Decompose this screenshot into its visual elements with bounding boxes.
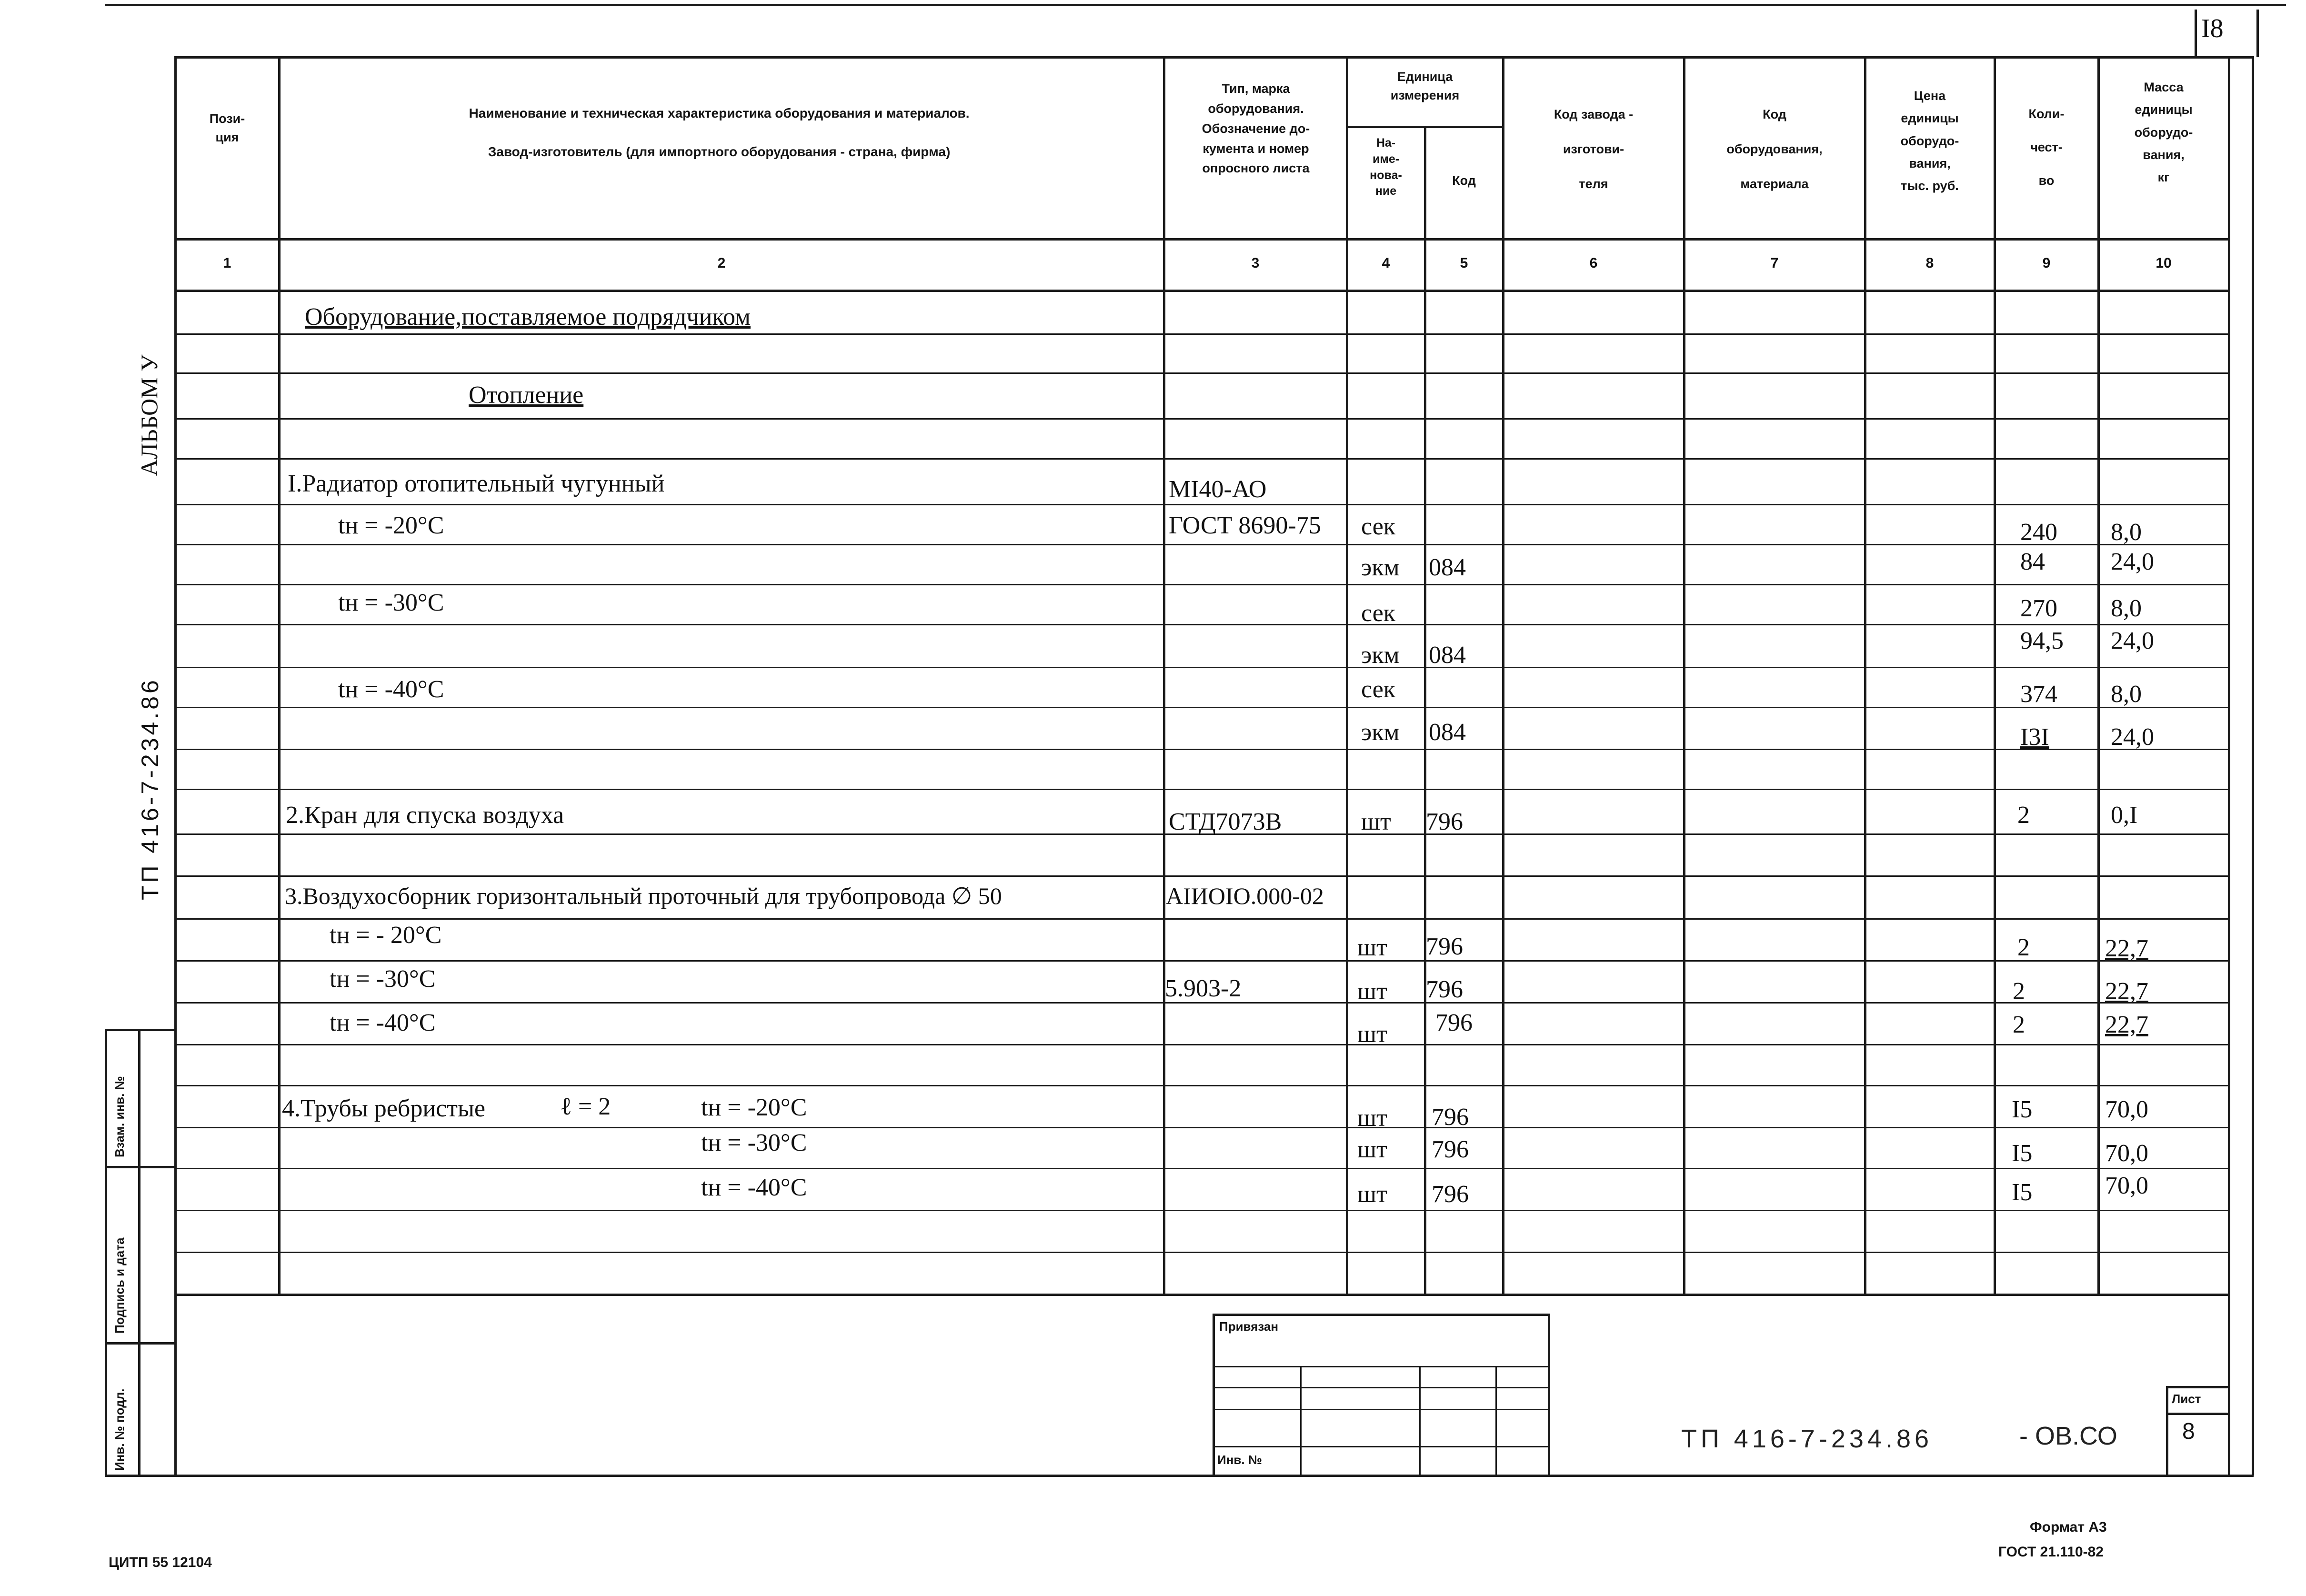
privyazan-label: Привязан xyxy=(1219,1319,1279,1334)
stamp-strip-mid xyxy=(138,1029,140,1475)
row-line xyxy=(174,1252,2228,1253)
item2-code: 796 xyxy=(1426,808,1463,835)
footer-gost: ГОСТ 21.110-82 xyxy=(1998,1544,2104,1560)
colnum-3: 3 xyxy=(1251,255,1260,271)
footer-citp: ЦИТП 55 12104 xyxy=(109,1555,212,1570)
row-line xyxy=(174,789,2228,790)
colnum-9: 9 xyxy=(2042,255,2051,271)
frame-outer-bottom xyxy=(105,1475,2254,1477)
t20-unit: сек xyxy=(1361,513,1396,540)
stamp-strip-left xyxy=(105,1029,107,1475)
privyazan-left xyxy=(1213,1314,1215,1476)
section-title: Оборудование,поставляемое подрядчиком xyxy=(305,303,751,331)
album-label: АЛЬБОМ У xyxy=(136,354,162,476)
row-line xyxy=(174,1044,2228,1045)
row-line xyxy=(174,458,2228,460)
row-line xyxy=(174,667,2228,668)
i4-30-mass: 70,0 xyxy=(2105,1140,2148,1167)
designation-suffix: - ОВ.СО xyxy=(2019,1422,2117,1450)
t20-label: tн = -20°С xyxy=(338,512,444,539)
ekm1-unit: экм xyxy=(1361,554,1400,581)
sheet-box-top xyxy=(2166,1386,2229,1388)
t20-type: ГОСТ 8690-75 xyxy=(1169,512,1321,539)
ekm2-qty: 94,5 xyxy=(2020,627,2064,654)
i3-30-code: 796 xyxy=(1426,976,1463,1003)
sheet-number: 8 xyxy=(2182,1419,2195,1444)
item1-name: I.Радиатор отопительный чугунный xyxy=(288,470,665,497)
ekm3-qty: I3I xyxy=(2020,723,2049,751)
col-line-9 xyxy=(2097,56,2100,1295)
row-line xyxy=(174,584,2228,585)
row-line xyxy=(174,544,2228,545)
header-qty: Коли- чест- во xyxy=(2028,107,2065,188)
ekm1-code: 084 xyxy=(1429,554,1466,581)
t40-mass: 8,0 xyxy=(2111,681,2142,708)
i4-40-code: 796 xyxy=(1432,1181,1469,1208)
item2-type: СТД7073В xyxy=(1169,808,1282,835)
i4-40-label: tн = -40°С xyxy=(701,1174,807,1201)
item3-name: 3.Воздухосборник горизонтальный проточный для трубопровода ∅ 50 xyxy=(285,883,1002,909)
privyazan-row xyxy=(1213,1409,1550,1410)
item4-length: ℓ = 2 xyxy=(560,1093,611,1120)
i3-30-qty: 2 xyxy=(2013,978,2025,1005)
inv-label: Инв. № xyxy=(1217,1453,1262,1467)
item4-name: 4.Трубы ребристые xyxy=(282,1095,485,1122)
i3-20-unit: шт xyxy=(1357,934,1387,961)
hdr-bottom-line xyxy=(174,238,2228,241)
header-type: Тип, марка оборудования. Обозначение до- кумента и номер опросного листа xyxy=(1202,81,1310,176)
row-line xyxy=(174,504,2228,505)
i3-30-label: tн = -30°С xyxy=(330,965,436,993)
item4-code: 796 xyxy=(1432,1104,1469,1131)
stamp-inv-podl: Инв. № подл. xyxy=(112,1388,127,1471)
i3-40-unit: шт xyxy=(1357,1021,1387,1048)
col-line-6 xyxy=(1683,56,1685,1295)
item2-unit: шт xyxy=(1361,808,1391,835)
table-bottom-line xyxy=(174,1294,2228,1296)
col-line-5 xyxy=(1502,56,1504,1295)
ekm3-code: 084 xyxy=(1429,719,1466,746)
row-line xyxy=(174,707,2228,708)
t20-mass: 8,0 xyxy=(2111,519,2142,546)
privyazan-right xyxy=(1548,1314,1550,1476)
col-line-3 xyxy=(1346,56,1348,1295)
sheet-label: Лист xyxy=(2172,1392,2201,1406)
i3-20-code: 796 xyxy=(1426,933,1463,960)
privyazan-col xyxy=(1495,1366,1497,1475)
item2-name: 2.Кран для спуска воздуха xyxy=(286,802,564,829)
i3-40-code: 796 xyxy=(1435,1009,1473,1036)
row-line xyxy=(174,333,2228,335)
corner-box-right xyxy=(2256,10,2259,57)
t40-unit: сек xyxy=(1361,676,1396,703)
project-side-label: ТП 416-7-234.86 xyxy=(137,677,163,900)
privyazan-col xyxy=(1419,1366,1421,1475)
frame-outer-top xyxy=(174,56,2253,59)
row-line xyxy=(174,1127,2228,1128)
i4-30-unit: шт xyxy=(1357,1136,1387,1163)
col-line-8 xyxy=(1994,56,1996,1295)
colnum-2: 2 xyxy=(717,255,726,271)
stamp-strip-div1 xyxy=(105,1166,176,1168)
stamp-podpis: Подпись и дата xyxy=(112,1237,127,1334)
i4-30-qty: I5 xyxy=(2012,1140,2033,1167)
footer-format: Формат А3 xyxy=(2030,1519,2107,1535)
row-line xyxy=(174,875,2228,877)
colnum-4: 4 xyxy=(1382,255,1390,271)
item4-mass: 70,0 xyxy=(2105,1096,2148,1123)
stamp-strip-top xyxy=(105,1029,176,1031)
colnum-8: 8 xyxy=(1925,255,1934,271)
row-line xyxy=(174,918,2228,920)
privyazan-row xyxy=(1213,1446,1550,1447)
row-line xyxy=(174,1210,2228,1211)
col-line-2 xyxy=(1163,56,1165,1295)
i3-40-qty: 2 xyxy=(2013,1011,2025,1038)
col-line-10 xyxy=(2228,56,2230,1295)
t30-qty: 270 xyxy=(2020,595,2057,622)
i4-30-label: tн = -30°С xyxy=(701,1129,807,1156)
col-line-4 xyxy=(1424,126,1426,1295)
i4-40-unit: шт xyxy=(1357,1181,1387,1208)
colnum-5: 5 xyxy=(1460,255,1468,271)
i3-40-mass: 22,7 xyxy=(2105,1011,2148,1038)
col-line-1 xyxy=(278,56,281,1295)
i3-30-type: 5.903-2 xyxy=(1165,975,1242,1002)
header-price: Цена единицы оборудо- вания, тыс. руб. xyxy=(1900,89,1959,193)
designation: ТП 416-7-234.86 xyxy=(1681,1425,1933,1453)
ekm2-mass: 24,0 xyxy=(2111,627,2154,654)
colnum-7: 7 xyxy=(1770,255,1779,271)
item3-type: АIИОIО.000-02 xyxy=(1166,883,1324,909)
row-line xyxy=(174,372,2228,374)
item2-mass: 0,I xyxy=(2111,802,2138,829)
t40-qty: 374 xyxy=(2020,681,2057,708)
row-line xyxy=(174,1085,2228,1086)
corner-sheet-number: I8 xyxy=(2201,14,2224,43)
t30-mass: 8,0 xyxy=(2111,595,2142,622)
colnum-1: 1 xyxy=(223,255,231,271)
header-equip-code: Код оборудования, материала xyxy=(1726,107,1823,191)
i3-20-mass: 22,7 xyxy=(2105,935,2148,962)
ekm1-mass: 24,0 xyxy=(2111,548,2154,575)
t40-label: tн = -40°С xyxy=(338,676,444,703)
i3-20-label: tн = - 20°С xyxy=(330,922,442,949)
row-line xyxy=(174,960,2228,962)
header-plant-code: Код завода - изготови- теля xyxy=(1554,107,1634,191)
item1-type: МI40-АО xyxy=(1169,476,1267,503)
ekm1-qty: 84 xyxy=(2020,548,2045,575)
t30-unit: сек xyxy=(1361,600,1396,627)
row-line xyxy=(174,1168,2228,1169)
ekm3-unit: экм xyxy=(1361,719,1400,746)
frame-top-line xyxy=(105,4,2286,6)
i4-30-code: 796 xyxy=(1432,1136,1469,1163)
privyazan-col xyxy=(1300,1366,1302,1475)
sheet-box-right xyxy=(2228,1294,2230,1476)
frame-outer-right xyxy=(2252,56,2254,1476)
i4-40-mass: 70,0 xyxy=(2105,1172,2148,1199)
i3-20-qty: 2 xyxy=(2017,934,2030,961)
ekm3-mass: 24,0 xyxy=(2111,723,2154,751)
stamp-strip-div2 xyxy=(105,1342,176,1345)
corner-box-left xyxy=(2195,10,2197,57)
header-name: Наименование и техническая характеристика оборудования и материалов. Завод-изготовитель (для импортного оборудования - страна, фирма) xyxy=(469,106,970,160)
header-unit-code: Код xyxy=(1452,173,1476,188)
row-line xyxy=(174,418,2228,420)
i3-30-mass: 22,7 xyxy=(2105,978,2148,1005)
item4-qty: I5 xyxy=(2012,1096,2033,1123)
header-unit-name: На- име- нова- ние xyxy=(1370,136,1402,198)
row-line xyxy=(174,624,2228,625)
i3-30-unit: шт xyxy=(1357,978,1387,1005)
row-line xyxy=(174,749,2228,750)
colnum-bottom-line xyxy=(174,290,2228,292)
colnum-6: 6 xyxy=(1589,255,1598,271)
stamp-vzam: Взам. инв. № xyxy=(112,1076,127,1157)
header-unit: Единица измерения xyxy=(1390,70,1460,103)
heating-title: Отопление xyxy=(469,381,584,409)
colnum-10: 10 xyxy=(2156,255,2172,271)
sheet-box-mid xyxy=(2166,1413,2229,1415)
privyazan-row xyxy=(1213,1366,1550,1367)
col-line-7 xyxy=(1864,56,1866,1295)
header-mass: Масса единицы оборудо- вания, кг xyxy=(2134,80,2193,184)
item4-unit: шт xyxy=(1357,1104,1387,1132)
ekm2-unit: экм xyxy=(1361,642,1400,669)
ekm2-code: 084 xyxy=(1429,642,1466,669)
sheet-box-left xyxy=(2166,1386,2168,1476)
item4-t20-label: tн = -20°С xyxy=(701,1094,807,1121)
t20-qty: 240 xyxy=(2020,519,2057,546)
item2-qty: 2 xyxy=(2017,802,2030,829)
privyazan-row xyxy=(1213,1387,1550,1388)
header-position: Пози- ция xyxy=(209,111,245,145)
t30-label: tн = -30°С xyxy=(338,589,444,616)
i4-40-qty: I5 xyxy=(2012,1179,2033,1206)
i3-40-label: tн = -40°С xyxy=(330,1009,436,1036)
privyazan-top xyxy=(1213,1314,1550,1316)
